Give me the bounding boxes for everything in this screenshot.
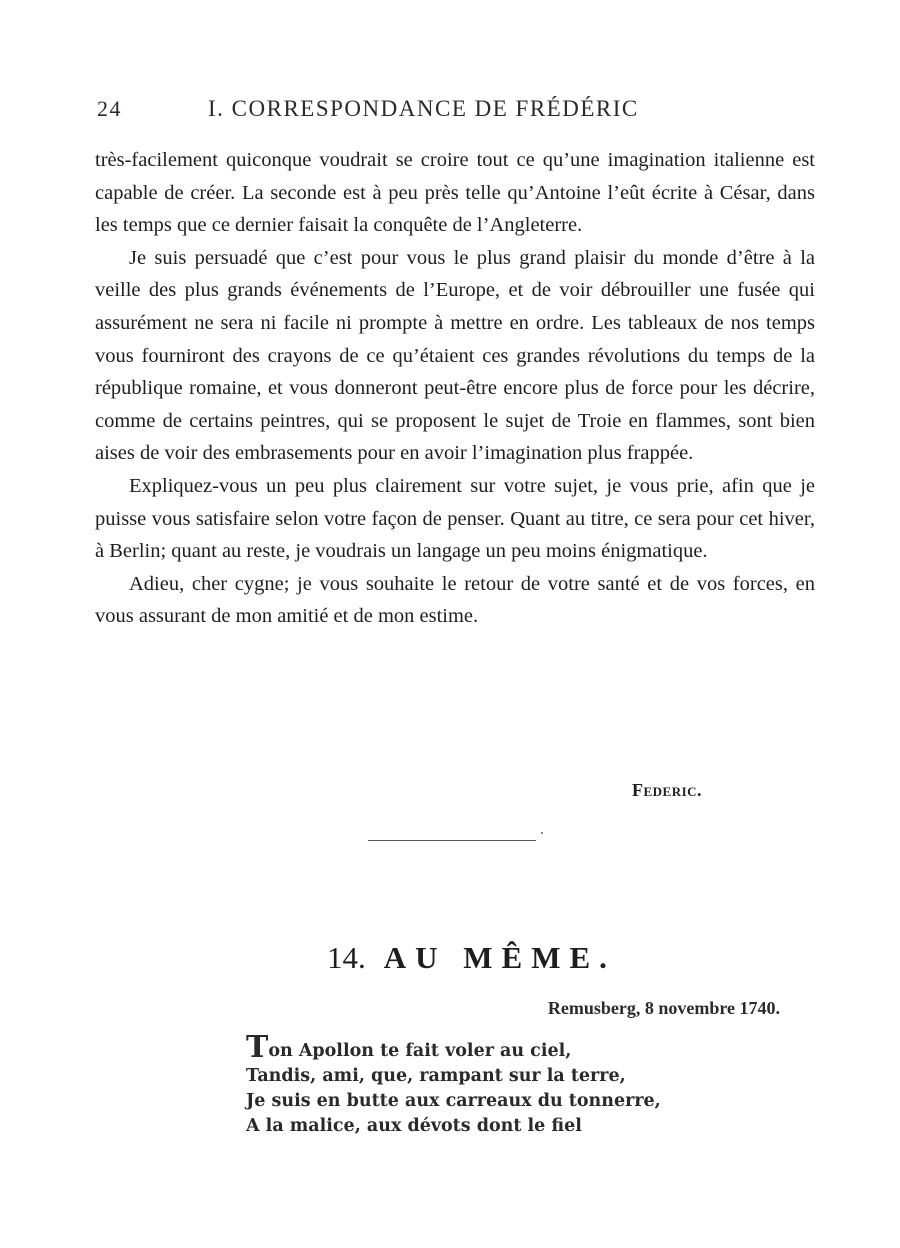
paragraph-continuation: très-facilement quiconque voudrait se croire tout ce qu’une imagination italienne est capable de créer. La seconde est à peu près telle qu’Antoine l’eût écrite à César, dans les temps que ce dernier faisait la conquête de l’Angleterre. (95, 149, 815, 237)
paragraph: Adieu, cher cygne; je vous souhaite le retour de votre santé et de vos forces, en vous assurant de mon amitié et de mon estime. (95, 572, 815, 628)
paragraph: Je suis persuadé que c’est pour vous le plus grand plaisir du monde d’être à la veille des plus grands événements de l’Europe, et de voir débrouiller une fusée qui assurément ne sera ni facile ni prompte à mettre en ordre. Les tableaux de nos temps vous fourniront des crayons de ce qu’étaient ces grandes révolutions du temps de la république romaine, et vous donneront peut-être encore plus de force pour les décrire, comme de certains peintres, qui se proposent le sujet de Troie en flammes, sont bien aises de voir des embrasements pour en avoir l’imagination plus frappée. (95, 246, 815, 465)
poem-line: Je suis en butte aux carreaux du tonnerre, (246, 1091, 661, 1111)
running-head (97, 96, 817, 126)
poem-line: A la malice, aux dévots dont le fiel (246, 1116, 582, 1136)
letter-body (95, 144, 815, 633)
drop-cap: T (246, 1030, 269, 1065)
ink-speck (541, 832, 543, 834)
section-number: 14. (327, 940, 366, 975)
section-title: AU MÊME. (383, 940, 616, 975)
section-separator-rule (368, 840, 536, 841)
poem-line: Tandis, ami, que, rampant sur la terre, (246, 1066, 626, 1086)
dateline: Remusberg, 8 novembre 1740. (547, 998, 780, 1018)
section-heading (327, 940, 616, 976)
poem (246, 1030, 686, 1139)
poem-line (246, 1030, 686, 1065)
poem-line-text: on Apollon te fait voler au ciel, (268, 1041, 572, 1061)
paragraph: Expliquez-vous un peu plus clairement sur votre sujet, je vous prie, afin que je puisse vous satisfaire selon votre façon de penser. Quant au titre, ce sera pour cet hiver, à Berlin; quant au reste, je voudrais un langage un peu moins énigmatique. (95, 474, 815, 563)
running-head-title: I. CORRESPONDANCE DE FRÉDÉRIC (208, 96, 639, 121)
page-number: 24 (97, 96, 122, 121)
signature: Federic. (632, 780, 703, 800)
